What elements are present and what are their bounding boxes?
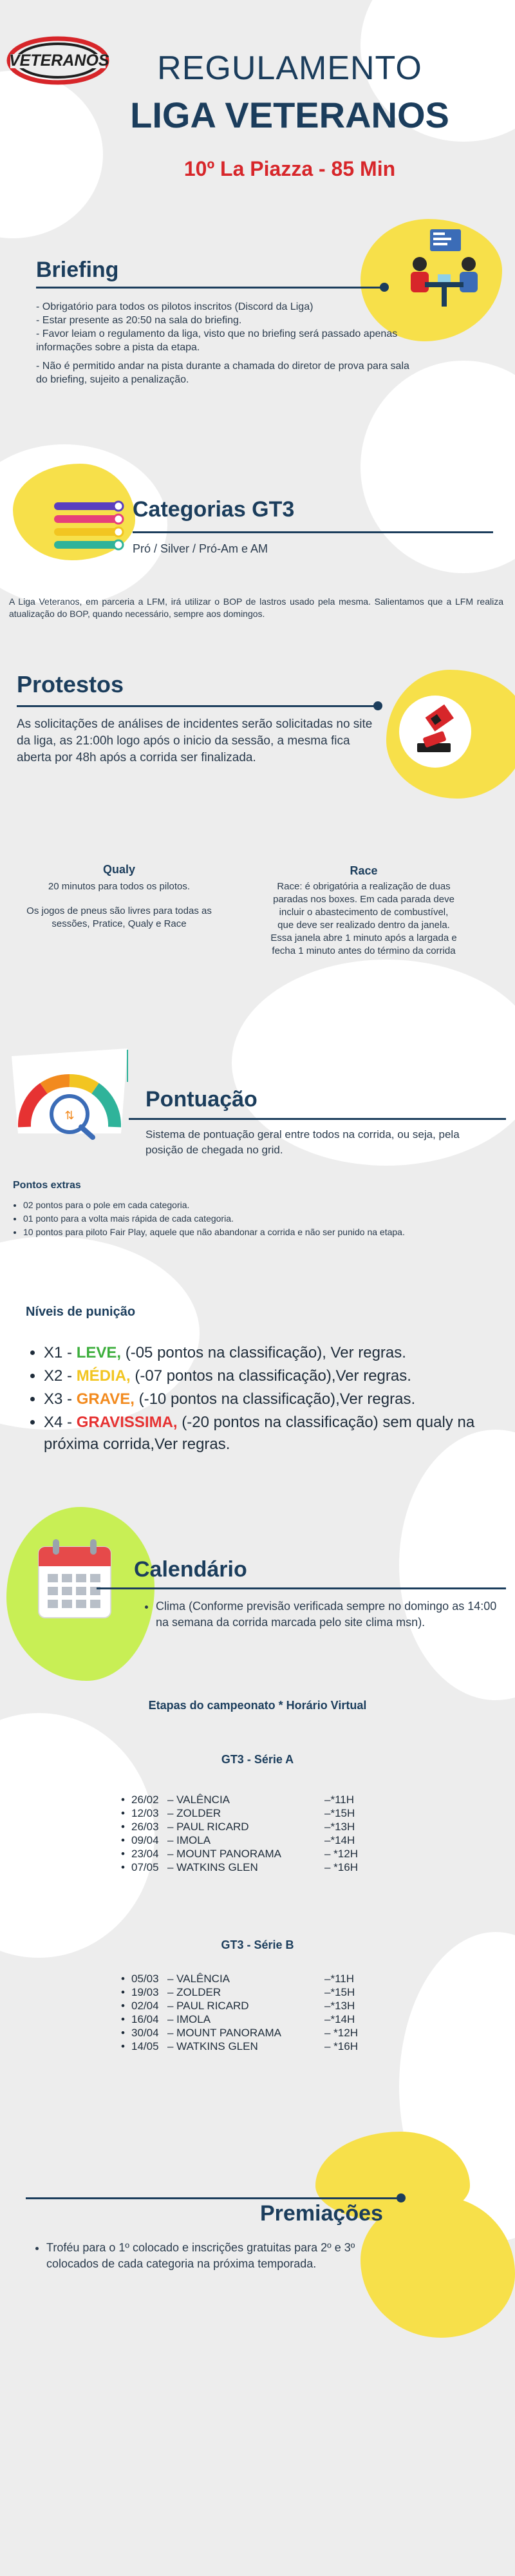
table-row: • 23/04 – MOUNT PANORAMA – *12H bbox=[121, 1848, 358, 1860]
awards-rule-dot bbox=[397, 2193, 406, 2202]
race-block bbox=[270, 864, 457, 958]
qualy-block bbox=[26, 863, 212, 931]
race-time: –*14H bbox=[324, 2013, 355, 2025]
page-title-line2: LIGA VETERANOS bbox=[130, 95, 449, 135]
list-item: • 10 pontos para piloto Fair Play, aquele que não abandonar a corrida e não ser punido na etapa. bbox=[23, 1226, 515, 1238]
race-track: – PAUL RICARD bbox=[167, 1821, 249, 1833]
race-date: 12/03 bbox=[131, 1807, 159, 1819]
qualy-line1: 20 minutos para todos os pilotos. bbox=[48, 881, 191, 892]
briefing-text bbox=[36, 300, 422, 386]
race-time: –*15H bbox=[324, 1986, 355, 1998]
briefing-meeting-icon bbox=[406, 227, 483, 310]
table-row: • 26/03 – PAUL RICARD –*13H bbox=[121, 1821, 355, 1833]
briefing-rule-dot bbox=[380, 283, 389, 292]
calendar-note bbox=[142, 1598, 503, 1632]
awards-rule bbox=[26, 2197, 399, 2199]
score-text: Sistema de pontuação geral entre todos na corrida, ou seja, pela posição de chegada no grid. bbox=[145, 1128, 460, 1156]
table-row: • 09/04 – IMOLA –*14H bbox=[121, 1834, 355, 1846]
punishment-prefix: X3 - bbox=[44, 1390, 77, 1408]
briefing-line: - Favor leiam o regulamento da liga, visto que no briefing será passado apenas informações sobre a pista da etapa. bbox=[36, 328, 398, 353]
protest-flag-icon bbox=[398, 694, 473, 769]
table-row: • 14/05 – WATKINS GLEN – *16H bbox=[121, 2040, 358, 2052]
bg-blob bbox=[0, 71, 103, 238]
protest-title: Protestos bbox=[17, 671, 124, 697]
briefing-rule bbox=[36, 287, 384, 289]
svg-text:⇅: ⇅ bbox=[64, 1109, 75, 1122]
race-time: –*15H bbox=[324, 1807, 355, 1819]
briefing-line: - Estar presente as 20:50 na sala do briefing. bbox=[36, 315, 242, 326]
logo-text: VETERANOS bbox=[9, 52, 109, 70]
punishment-item bbox=[44, 1412, 507, 1455]
punishment-item bbox=[44, 1388, 507, 1410]
serie-a-table bbox=[121, 1793, 391, 1874]
protest-rule bbox=[17, 705, 377, 707]
protest-text: As solicitações de análises de incidentes serão solicitadas no site da liga, as 21:00h logo após o inicio da sessão, a mesma fica aberta por 48h após a corrida ser finalizada. bbox=[17, 717, 373, 764]
punishment-rest: (-07 pontos na classificação),Ver regras. bbox=[130, 1367, 411, 1385]
punishment-list bbox=[26, 1342, 507, 1457]
categories-rule bbox=[133, 531, 493, 533]
punishment-item bbox=[44, 1365, 507, 1387]
calendar-icon bbox=[36, 1538, 113, 1620]
race-track: – VALÊNCIA bbox=[167, 1794, 230, 1806]
race-date: 26/03 bbox=[131, 1821, 159, 1833]
race-date: 23/04 bbox=[131, 1848, 159, 1860]
serie-b-title: GT3 - Série B bbox=[221, 1938, 294, 1951]
extras-list bbox=[6, 1199, 515, 1240]
punishment-item bbox=[44, 1342, 507, 1364]
categories-stack-icon bbox=[54, 500, 125, 564]
page-title-line1: REGULAMENTO bbox=[157, 50, 422, 87]
extras-title: Pontos extras bbox=[13, 1180, 81, 1191]
qualy-title: Qualy bbox=[102, 863, 136, 876]
race-line2: Essa janela abre 1 minuto após a largada e fecha 1 minuto antes do término da corrida bbox=[270, 933, 457, 956]
race-date: 16/04 bbox=[131, 2013, 159, 2025]
calendar-rule bbox=[97, 1587, 506, 1589]
race-date: 05/03 bbox=[131, 1973, 159, 1985]
race-track: – ZOLDER bbox=[167, 1986, 221, 1998]
table-row: • 19/03 – ZOLDER –*15H bbox=[121, 1986, 355, 1998]
categories-subtitle: Pró / Silver / Pró-Am e AM bbox=[133, 542, 268, 555]
table-row: • 30/04 – MOUNT PANORAMA – *12H bbox=[121, 2027, 358, 2039]
race-time: –*11H bbox=[324, 1973, 354, 1985]
race-date: 30/04 bbox=[131, 2027, 159, 2039]
race-time: – *16H bbox=[324, 1861, 358, 1873]
race-line1: Race: é obrigatória a realização de duas paradas nos boxes. Em cada parada deve incluir o abastecimento de combustível, que deve ser realizado dentro da janela. bbox=[273, 881, 454, 931]
punishment-level: MÉDIA, bbox=[76, 1367, 131, 1385]
race-date: 26/02 bbox=[131, 1794, 159, 1806]
bg-blob bbox=[399, 1430, 515, 1700]
race-time: – *12H bbox=[324, 1848, 358, 1860]
race-time: – *16H bbox=[324, 2040, 358, 2052]
page-subtitle: 10º La Piazza - 85 Min bbox=[183, 157, 396, 180]
list-item: • 01 ponto para a volta mais rápida de cada categoria. bbox=[23, 1213, 515, 1225]
awards-text bbox=[32, 2240, 407, 2273]
race-time: –*14H bbox=[324, 1834, 355, 1846]
punishment-prefix: X2 - bbox=[44, 1367, 77, 1385]
race-track: – MOUNT PANORAMA bbox=[167, 1848, 281, 1860]
calendar-title: Calendário bbox=[134, 1557, 247, 1582]
race-time: –*11H bbox=[324, 1794, 354, 1806]
race-time: –*13H bbox=[324, 2000, 355, 2012]
race-date: 02/04 bbox=[131, 2000, 159, 2012]
punishment-level: LEVE, bbox=[76, 1344, 122, 1361]
serie-b-table bbox=[121, 1972, 391, 2053]
punishment-level: GRAVISSIMA, bbox=[76, 1414, 178, 1431]
categories-text: A Liga Veteranos, em parceria a LFM, irá utilizar o BOP de lastros usado pela mesma. Salientamos que a LFM realiza atualização do BOP, quando necessário, sempre aos domingos. bbox=[9, 596, 503, 619]
score-rule bbox=[129, 1118, 506, 1120]
punishment-rest: (-05 pontos na classificação), Ver regras. bbox=[121, 1344, 406, 1361]
table-row: • 16/04 – IMOLA –*14H bbox=[121, 2013, 355, 2025]
race-title: Race bbox=[350, 864, 378, 877]
awards-title: Premiações bbox=[260, 2201, 383, 2226]
etapas-title: Etapas do campeonato * Horário Virtual bbox=[148, 1699, 367, 1712]
score-title: Pontuação bbox=[145, 1087, 258, 1112]
briefing-title: Briefing bbox=[36, 258, 119, 282]
race-track: – MOUNT PANORAMA bbox=[167, 2027, 281, 2039]
race-track: – IMOLA bbox=[167, 2013, 211, 2025]
score-gauge-icon bbox=[5, 1043, 134, 1140]
categories-title: Categorias GT3 bbox=[133, 497, 295, 522]
protest-rule-dot bbox=[373, 701, 382, 710]
briefing-line: - Não é permitido andar na pista durante a chamada do diretor de prova para sala do briefing, sujeito a penalização. bbox=[36, 361, 409, 385]
race-date: 07/05 bbox=[131, 1861, 159, 1873]
table-row: • 26/02 – VALÊNCIA –*11H bbox=[121, 1794, 354, 1806]
table-row: • 02/04 – PAUL RICARD –*13H bbox=[121, 2000, 355, 2012]
race-date: 14/05 bbox=[131, 2040, 159, 2052]
list-item: • Troféu para o 1º colocado e inscrições gratuitas para 2º e 3º colocados de cada categoria na próxima temporada. bbox=[46, 2240, 407, 2272]
table-row: • 07/05 – WATKINS GLEN – *16H bbox=[121, 1861, 358, 1873]
race-date: 19/03 bbox=[131, 1986, 159, 1998]
race-track: – WATKINS GLEN bbox=[167, 1861, 258, 1873]
race-track: – IMOLA bbox=[167, 1834, 211, 1846]
punishment-rest: (-20 pontos na classificação) sem qualy na próxima corrida,Ver regras. bbox=[44, 1414, 475, 1453]
race-date: 09/04 bbox=[131, 1834, 159, 1846]
punishment-title: Níveis de punição bbox=[26, 1305, 136, 1319]
table-row: • 05/03 – VALÊNCIA –*11H bbox=[121, 1973, 354, 1985]
race-track: – PAUL RICARD bbox=[167, 2000, 249, 2012]
list-item: • Clima (Conforme previsão verificada sempre no domingo as 14:00 na semana da corrida marcada pelo site clima msn). bbox=[156, 1598, 503, 1631]
table-row: • 12/03 – ZOLDER –*15H bbox=[121, 1807, 355, 1819]
race-time: – *12H bbox=[324, 2027, 358, 2039]
punishment-rest: (-10 pontos na classificação),Ver regras. bbox=[134, 1390, 416, 1408]
race-track: – WATKINS GLEN bbox=[167, 2040, 258, 2052]
serie-a-title: GT3 - Série A bbox=[221, 1753, 294, 1766]
race-time: –*13H bbox=[324, 1821, 355, 1833]
race-track: – VALÊNCIA bbox=[167, 1973, 230, 1985]
briefing-line: - Obrigatório para todos os pilotos inscritos (Discord da Liga) bbox=[36, 301, 314, 312]
list-item: • 02 pontos para o pole em cada categoria. bbox=[23, 1199, 515, 1211]
punishment-level: GRAVE, bbox=[76, 1390, 135, 1408]
qualy-line2: Os jogos de pneus são livres para todas as sessões, Pratice, Qualy e Race bbox=[26, 905, 212, 929]
punishment-prefix: X4 - bbox=[44, 1414, 77, 1431]
bg-blob bbox=[360, 361, 515, 573]
punishment-prefix: X1 - bbox=[44, 1344, 77, 1361]
race-track: – ZOLDER bbox=[167, 1807, 221, 1819]
veteranos-logo bbox=[6, 35, 109, 86]
